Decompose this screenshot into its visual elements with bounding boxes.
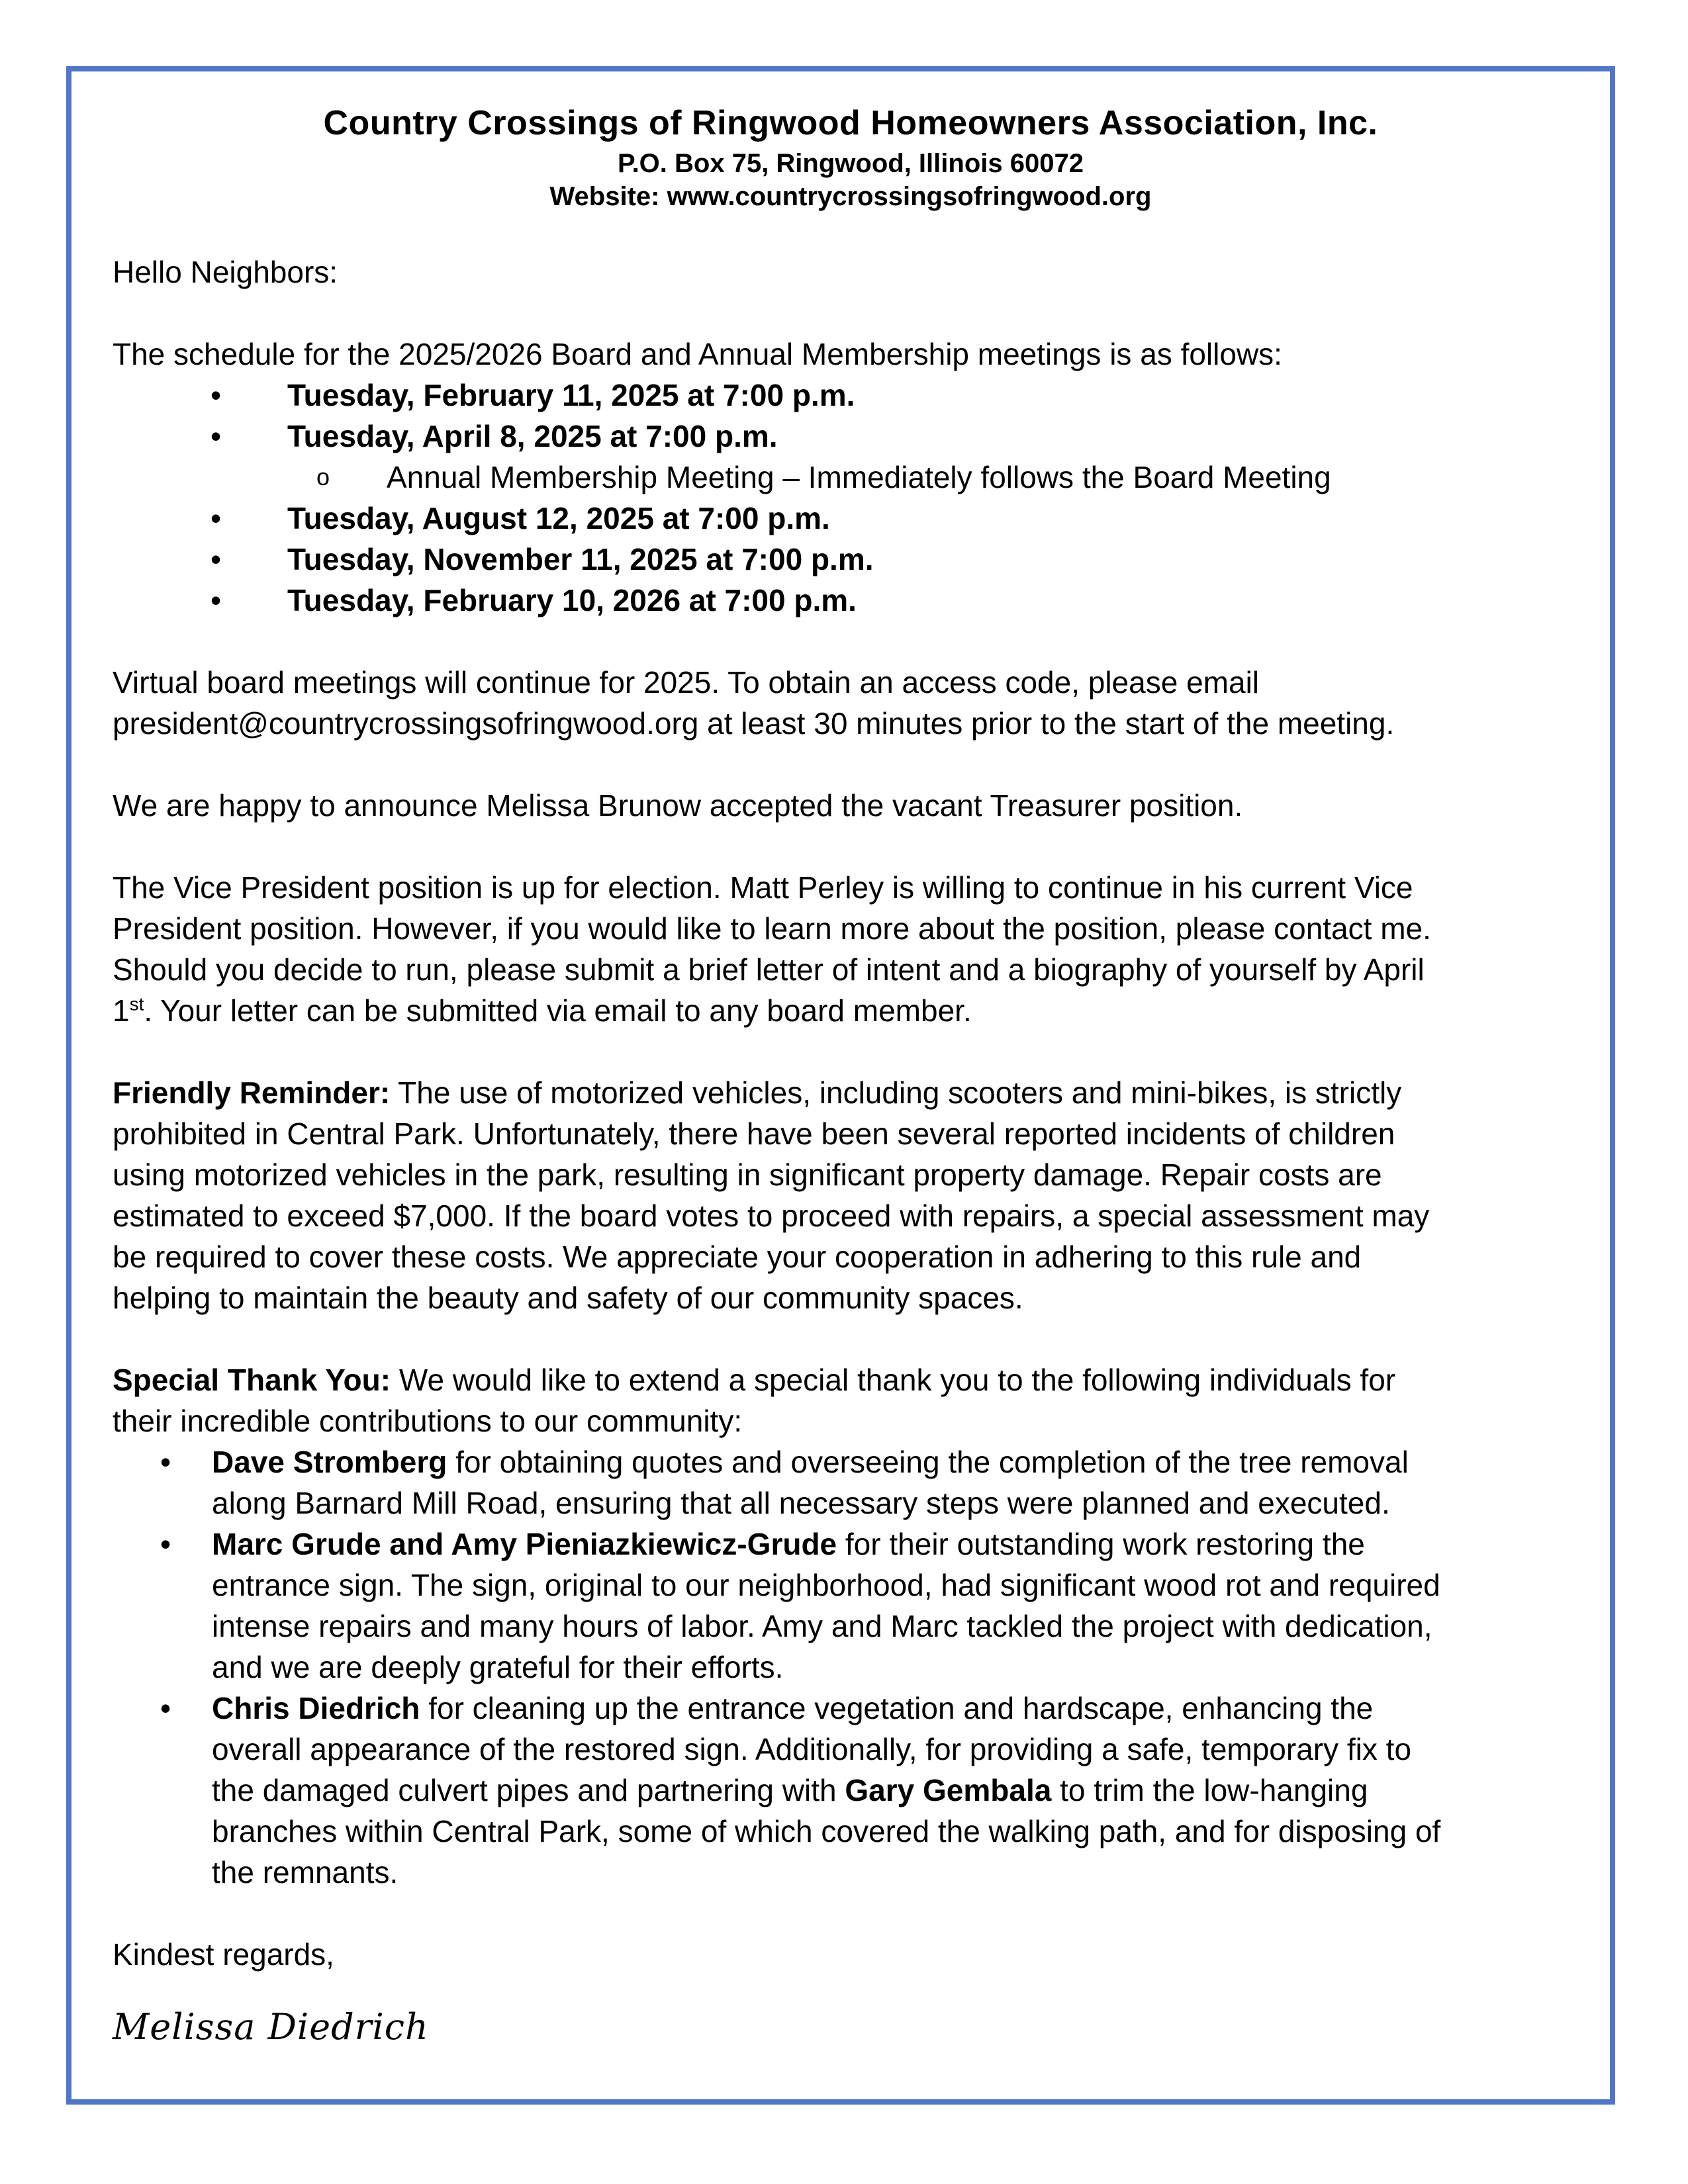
annual-meeting-note: Annual Membership Meeting – Immediately follows the Board Meeting (387, 460, 1331, 494)
letter (113, 99, 1589, 2050)
greeting: Hello Neighbors: (113, 255, 338, 289)
text-line: President position. However, if you would like to learn more about the position, please contact me. (113, 911, 1431, 946)
schedule-intro: The schedule for the 2025/2026 Board and Annual Membership meetings is as follows: (113, 337, 1282, 371)
special-thanks-paragraph (113, 1359, 1589, 1441)
meeting-item (113, 580, 1589, 621)
text-line (212, 1524, 1589, 1565)
bullet-icon: • (211, 378, 222, 412)
meeting-date: Tuesday, April 8, 2025 at 7:00 p.m. (287, 419, 778, 453)
text-run: to trim the low-hanging (1051, 1773, 1368, 1807)
meeting-sub-item (113, 457, 1589, 498)
text-line: overall appearance of the restored sign. Additionally, for providing a safe, temporary fix to (212, 1732, 1412, 1766)
deadline-ordinal: st (129, 993, 144, 1015)
text-line (212, 1770, 1589, 1811)
bullet-icon: • (211, 419, 222, 453)
vice-president-paragraph (113, 867, 1589, 1031)
text-run: The use of motorized vehicles, including scooters and mini-bikes, is strictly (390, 1075, 1402, 1110)
text-run: for their outstanding work restoring the (837, 1527, 1365, 1561)
bullet-icon: • (160, 1445, 171, 1479)
text-line: The Vice President position is up for election. Matt Perley is willing to continue in his current Vice (113, 870, 1413, 905)
deadline-day: 1 (113, 993, 130, 1028)
text-line: prohibited in Central Park. Unfortunately, there have been several reported incidents of children (113, 1116, 1395, 1151)
text-line (113, 1359, 1589, 1400)
text-line: entrance sign. The sign, original to our neighborhood, had significant wood rot and required (212, 1568, 1440, 1602)
text-line: Virtual board meetings will continue for 2025. To obtain an access code, please email (113, 665, 1260, 700)
text-line: the remnants. (212, 1855, 399, 1889)
text-line: estimated to exceed $7,000. If the board votes to proceed with repairs, a special assessment may (113, 1199, 1430, 1233)
bullet-icon: • (160, 1527, 171, 1561)
person-name: Gary Gembala (845, 1773, 1052, 1807)
text-run: for cleaning up the entrance vegetation and hardscape, enhancing the (420, 1691, 1374, 1725)
text-line: using motorized vehicles in the park, resulting in significant property damage. Repair costs are (113, 1158, 1382, 1192)
text-line (113, 1072, 1589, 1113)
text-run: for obtaining quotes and overseeing the completion of the tree removal (447, 1445, 1409, 1479)
text-line: intense repairs and many hours of labor. Amy and Marc tackled the project with dedication, (212, 1609, 1432, 1643)
meeting-list (113, 375, 1589, 621)
text-run: the damaged culvert pipes and partnering with (212, 1773, 845, 1807)
thanks-item (113, 1524, 1589, 1688)
friendly-reminder-paragraph (113, 1072, 1589, 1318)
text-line: be required to cover these costs. We appreciate your cooperation in adhering to this rule and (113, 1240, 1362, 1274)
text-line: branches within Central Park, some of which covered the walking path, and for disposing of (212, 1814, 1441, 1848)
text-line (113, 990, 1589, 1031)
thanks-label: Special Thank You: (113, 1363, 391, 1397)
text-run: . Your letter can be submitted via email to any board member. (144, 993, 972, 1028)
reminder-label: Friendly Reminder: (113, 1075, 391, 1110)
treasurer-announcement: We are happy to announce Melissa Brunow accepted the vacant Treasurer position. (113, 788, 1243, 823)
virtual-meetings-paragraph (113, 662, 1589, 744)
meeting-item (113, 539, 1589, 580)
text-line (212, 1688, 1589, 1729)
text-line: and we are deeply grateful for their efforts. (212, 1650, 784, 1684)
meeting-item (113, 375, 1589, 416)
closing: Kindest regards, (113, 1937, 334, 1972)
bullet-icon: • (211, 583, 222, 617)
text-line: helping to maintain the beauty and safety of our community spaces. (113, 1281, 1023, 1315)
org-name: Country Crossings of Ringwood Homeowners Association, Inc. (323, 104, 1378, 142)
text-line: their incredible contributions to our community: (113, 1404, 743, 1438)
text-line (212, 1441, 1589, 1482)
signature: Melissa Diedrich (113, 2006, 429, 2048)
text-line: Should you decide to run, please submit a brief letter of intent and a biography of yourself by April (113, 952, 1425, 987)
meeting-date: Tuesday, February 10, 2026 at 7:00 p.m. (287, 583, 857, 617)
meeting-date: Tuesday, November 11, 2025 at 7:00 p.m. (287, 542, 874, 576)
bullet-icon: • (211, 501, 222, 535)
org-address: P.O. Box 75, Ringwood, Illinois 60072 (618, 149, 1084, 178)
text-run: We would like to extend a special thank you to the following individuals for (391, 1363, 1396, 1397)
text-line: president@countrycrossingsofringwood.org at least 30 minutes prior to the start of the meeting. (113, 706, 1395, 741)
thanks-list (113, 1441, 1589, 1893)
bullet-icon: • (160, 1691, 171, 1725)
text-line: along Barnard Mill Road, ensuring that all necessary steps were planned and executed. (212, 1486, 1390, 1520)
person-name: Marc Grude and Amy Pieniazkiewicz-Grude (212, 1527, 837, 1561)
sub-bullet-icon: o (316, 463, 330, 490)
person-name: Dave Stromberg (212, 1445, 447, 1479)
meeting-date: Tuesday, February 11, 2025 at 7:00 p.m. (287, 378, 855, 412)
org-website: Website: www.countrycrossingsofringwood.org (549, 182, 1152, 211)
bullet-icon: • (211, 542, 222, 576)
meeting-date: Tuesday, August 12, 2025 at 7:00 p.m. (287, 501, 830, 535)
thanks-item (113, 1688, 1589, 1893)
meeting-item (113, 416, 1589, 457)
thanks-item (113, 1441, 1589, 1524)
meeting-item (113, 498, 1589, 539)
person-name: Chris Diedrich (212, 1691, 420, 1725)
